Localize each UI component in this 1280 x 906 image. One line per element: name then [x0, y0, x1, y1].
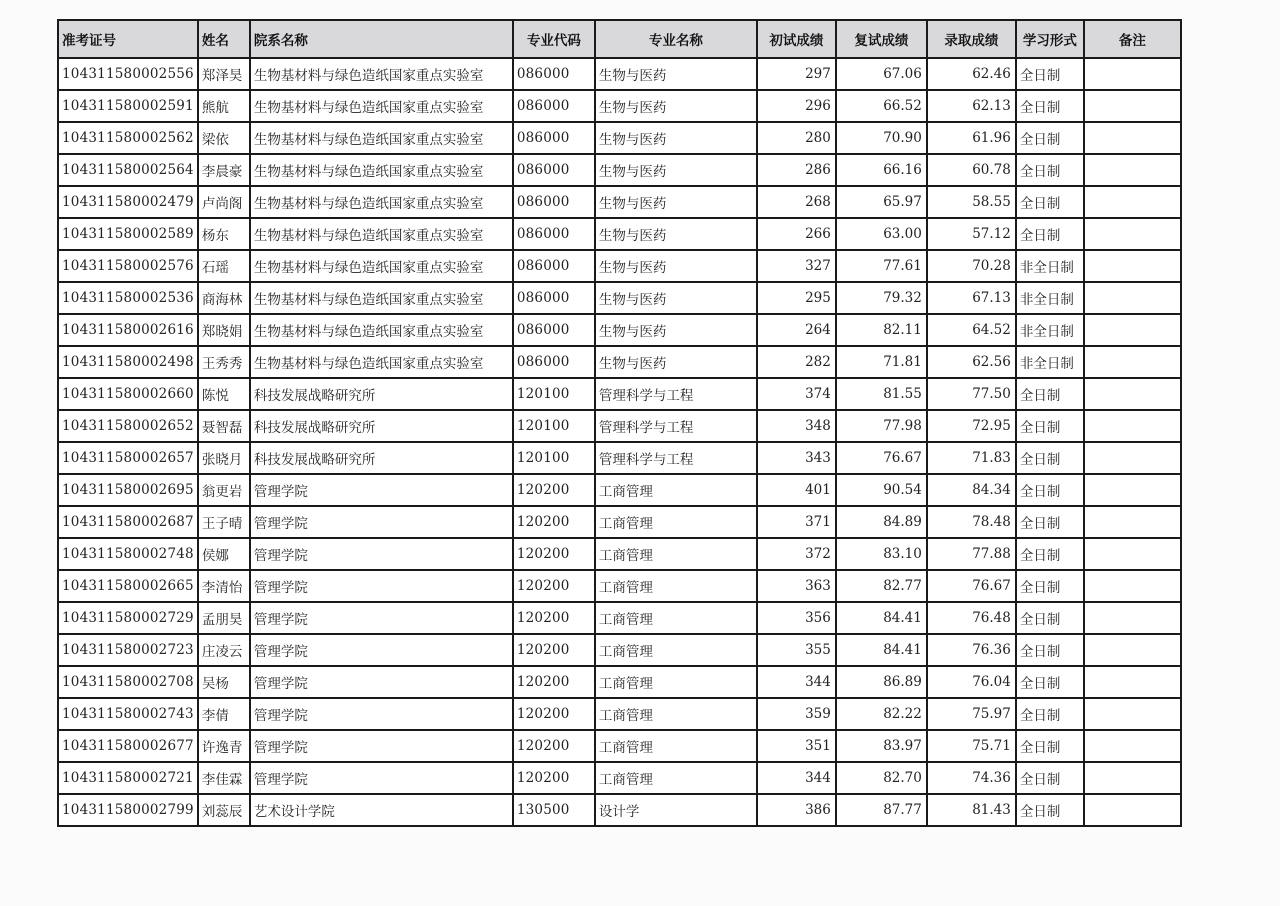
- cell-initial-score: 297: [757, 58, 836, 90]
- header-major-code: 专业代码: [513, 20, 595, 58]
- cell-note: [1084, 794, 1181, 826]
- cell-exam-id: 104311580002652: [58, 410, 198, 442]
- cell-initial-score: 344: [757, 666, 836, 698]
- cell-major-code: 086000: [513, 186, 595, 218]
- cell-department: 管理学院: [250, 474, 513, 506]
- table-row: [58, 666, 1181, 698]
- cell-note: [1084, 410, 1181, 442]
- cell-major-name: 工商管理: [595, 762, 757, 794]
- table-row: [58, 378, 1181, 410]
- cell-exam-id: 104311580002591: [58, 90, 198, 122]
- cell-retest-score: 83.97: [836, 730, 927, 762]
- cell-study-mode: 全日制: [1016, 602, 1084, 634]
- cell-note: [1084, 90, 1181, 122]
- cell-initial-score: 356: [757, 602, 836, 634]
- cell-name: 孟朋昊: [198, 602, 250, 634]
- cell-study-mode: 全日制: [1016, 474, 1084, 506]
- header-note: 备注: [1084, 20, 1181, 58]
- cell-major-code: 120200: [513, 538, 595, 570]
- cell-study-mode: 全日制: [1016, 762, 1084, 794]
- cell-note: [1084, 634, 1181, 666]
- table-header-row: [58, 20, 1181, 58]
- table-row: [58, 282, 1181, 314]
- cell-major-code: 120200: [513, 474, 595, 506]
- cell-study-mode: 非全日制: [1016, 346, 1084, 378]
- cell-study-mode: 非全日制: [1016, 282, 1084, 314]
- cell-retest-score: 70.90: [836, 122, 927, 154]
- cell-study-mode: 全日制: [1016, 794, 1084, 826]
- cell-exam-id: 104311580002721: [58, 762, 198, 794]
- cell-final-score: 84.34: [927, 474, 1016, 506]
- admission-list-sheet: [57, 19, 1182, 827]
- cell-major-code: 086000: [513, 90, 595, 122]
- cell-department: 科技发展战略研究所: [250, 378, 513, 410]
- cell-final-score: 62.46: [927, 58, 1016, 90]
- cell-exam-id: 104311580002556: [58, 58, 198, 90]
- table-row: [58, 218, 1181, 250]
- cell-name: 庄凌云: [198, 634, 250, 666]
- cell-exam-id: 104311580002799: [58, 794, 198, 826]
- cell-name: 郑晓娟: [198, 314, 250, 346]
- cell-retest-score: 63.00: [836, 218, 927, 250]
- cell-initial-score: 280: [757, 122, 836, 154]
- cell-initial-score: 401: [757, 474, 836, 506]
- cell-major-name: 生物与医药: [595, 58, 757, 90]
- cell-retest-score: 77.98: [836, 410, 927, 442]
- cell-major-code: 130500: [513, 794, 595, 826]
- cell-note: [1084, 506, 1181, 538]
- cell-major-code: 120100: [513, 378, 595, 410]
- table-row: [58, 442, 1181, 474]
- cell-exam-id: 104311580002743: [58, 698, 198, 730]
- cell-note: [1084, 474, 1181, 506]
- cell-department: 管理学院: [250, 666, 513, 698]
- table-row: [58, 794, 1181, 826]
- cell-major-name: 管理科学与工程: [595, 410, 757, 442]
- cell-name: 商海林: [198, 282, 250, 314]
- table-row: [58, 154, 1181, 186]
- table-row: [58, 538, 1181, 570]
- cell-major-code: 120200: [513, 730, 595, 762]
- cell-department: 艺术设计学院: [250, 794, 513, 826]
- cell-note: [1084, 346, 1181, 378]
- cell-retest-score: 65.97: [836, 186, 927, 218]
- cell-initial-score: 264: [757, 314, 836, 346]
- cell-major-code: 086000: [513, 346, 595, 378]
- table-row: [58, 410, 1181, 442]
- cell-retest-score: 84.41: [836, 602, 927, 634]
- cell-department: 管理学院: [250, 570, 513, 602]
- cell-major-name: 工商管理: [595, 666, 757, 698]
- cell-exam-id: 104311580002677: [58, 730, 198, 762]
- cell-name: 石瑶: [198, 250, 250, 282]
- cell-note: [1084, 698, 1181, 730]
- cell-major-code: 120200: [513, 602, 595, 634]
- cell-major-name: 生物与医药: [595, 186, 757, 218]
- cell-note: [1084, 218, 1181, 250]
- cell-major-name: 生物与医药: [595, 346, 757, 378]
- cell-major-name: 生物与医药: [595, 250, 757, 282]
- cell-final-score: 75.97: [927, 698, 1016, 730]
- cell-study-mode: 全日制: [1016, 218, 1084, 250]
- cell-final-score: 57.12: [927, 218, 1016, 250]
- cell-name: 吴杨: [198, 666, 250, 698]
- cell-major-code: 086000: [513, 154, 595, 186]
- cell-retest-score: 79.32: [836, 282, 927, 314]
- cell-note: [1084, 250, 1181, 282]
- cell-exam-id: 104311580002723: [58, 634, 198, 666]
- cell-exam-id: 104311580002729: [58, 602, 198, 634]
- table-row: [58, 730, 1181, 762]
- cell-initial-score: 359: [757, 698, 836, 730]
- cell-exam-id: 104311580002564: [58, 154, 198, 186]
- table-row: [58, 90, 1181, 122]
- cell-major-name: 工商管理: [595, 506, 757, 538]
- cell-study-mode: 全日制: [1016, 410, 1084, 442]
- cell-department: 管理学院: [250, 602, 513, 634]
- cell-final-score: 76.36: [927, 634, 1016, 666]
- cell-name: 李佳霖: [198, 762, 250, 794]
- cell-major-name: 工商管理: [595, 538, 757, 570]
- cell-retest-score: 66.52: [836, 90, 927, 122]
- cell-final-score: 77.88: [927, 538, 1016, 570]
- cell-name: 杨东: [198, 218, 250, 250]
- cell-major-name: 生物与医药: [595, 154, 757, 186]
- cell-initial-score: 372: [757, 538, 836, 570]
- header-retest-score: 复试成绩: [836, 20, 927, 58]
- cell-final-score: 77.50: [927, 378, 1016, 410]
- cell-name: 张晓月: [198, 442, 250, 474]
- cell-department: 科技发展战略研究所: [250, 410, 513, 442]
- cell-exam-id: 104311580002657: [58, 442, 198, 474]
- cell-retest-score: 90.54: [836, 474, 927, 506]
- cell-department: 生物基材料与绿色造纸国家重点实验室: [250, 250, 513, 282]
- cell-major-code: 120100: [513, 442, 595, 474]
- header-final-score: 录取成绩: [927, 20, 1016, 58]
- cell-retest-score: 82.11: [836, 314, 927, 346]
- cell-name: 卢尚阁: [198, 186, 250, 218]
- cell-final-score: 61.96: [927, 122, 1016, 154]
- cell-note: [1084, 58, 1181, 90]
- cell-exam-id: 104311580002479: [58, 186, 198, 218]
- cell-final-score: 58.55: [927, 186, 1016, 218]
- cell-initial-score: 286: [757, 154, 836, 186]
- cell-final-score: 70.28: [927, 250, 1016, 282]
- cell-exam-id: 104311580002665: [58, 570, 198, 602]
- cell-note: [1084, 186, 1181, 218]
- table-row: [58, 506, 1181, 538]
- table-row: [58, 314, 1181, 346]
- table-row: [58, 346, 1181, 378]
- cell-name: 侯娜: [198, 538, 250, 570]
- cell-final-score: 76.67: [927, 570, 1016, 602]
- cell-study-mode: 全日制: [1016, 634, 1084, 666]
- cell-major-name: 生物与医药: [595, 122, 757, 154]
- cell-initial-score: 348: [757, 410, 836, 442]
- cell-major-name: 生物与医药: [595, 314, 757, 346]
- cell-major-name: 工商管理: [595, 602, 757, 634]
- cell-exam-id: 104311580002576: [58, 250, 198, 282]
- cell-initial-score: 386: [757, 794, 836, 826]
- cell-department: 科技发展战略研究所: [250, 442, 513, 474]
- cell-department: 管理学院: [250, 730, 513, 762]
- cell-study-mode: 非全日制: [1016, 314, 1084, 346]
- cell-retest-score: 82.70: [836, 762, 927, 794]
- cell-name: 陈悦: [198, 378, 250, 410]
- cell-name: 李清怡: [198, 570, 250, 602]
- cell-retest-score: 81.55: [836, 378, 927, 410]
- cell-note: [1084, 602, 1181, 634]
- table-row: [58, 602, 1181, 634]
- header-exam-id: 准考证号: [58, 20, 198, 58]
- cell-major-code: 120200: [513, 666, 595, 698]
- table-row: [58, 186, 1181, 218]
- header-major-name: 专业名称: [595, 20, 757, 58]
- cell-note: [1084, 154, 1181, 186]
- cell-exam-id: 104311580002498: [58, 346, 198, 378]
- cell-major-name: 管理科学与工程: [595, 378, 757, 410]
- table-row: [58, 122, 1181, 154]
- cell-final-score: 64.52: [927, 314, 1016, 346]
- cell-department: 生物基材料与绿色造纸国家重点实验室: [250, 218, 513, 250]
- cell-retest-score: 82.22: [836, 698, 927, 730]
- cell-department: 管理学院: [250, 698, 513, 730]
- cell-note: [1084, 538, 1181, 570]
- cell-department: 生物基材料与绿色造纸国家重点实验室: [250, 346, 513, 378]
- table-row: [58, 762, 1181, 794]
- cell-exam-id: 104311580002695: [58, 474, 198, 506]
- cell-study-mode: 全日制: [1016, 698, 1084, 730]
- cell-major-code: 120200: [513, 634, 595, 666]
- cell-name: 刘蕊辰: [198, 794, 250, 826]
- cell-retest-score: 76.67: [836, 442, 927, 474]
- cell-study-mode: 全日制: [1016, 730, 1084, 762]
- cell-department: 生物基材料与绿色造纸国家重点实验室: [250, 186, 513, 218]
- cell-exam-id: 104311580002708: [58, 666, 198, 698]
- cell-final-score: 75.71: [927, 730, 1016, 762]
- cell-study-mode: 全日制: [1016, 570, 1084, 602]
- cell-study-mode: 非全日制: [1016, 250, 1084, 282]
- table-row: [58, 570, 1181, 602]
- cell-major-name: 工商管理: [595, 570, 757, 602]
- cell-major-code: 086000: [513, 122, 595, 154]
- cell-major-code: 120100: [513, 410, 595, 442]
- cell-note: [1084, 282, 1181, 314]
- cell-name: 聂智磊: [198, 410, 250, 442]
- cell-retest-score: 84.89: [836, 506, 927, 538]
- header-initial-score: 初试成绩: [757, 20, 836, 58]
- cell-final-score: 81.43: [927, 794, 1016, 826]
- cell-note: [1084, 666, 1181, 698]
- cell-note: [1084, 762, 1181, 794]
- cell-initial-score: 295: [757, 282, 836, 314]
- cell-department: 生物基材料与绿色造纸国家重点实验室: [250, 154, 513, 186]
- cell-exam-id: 104311580002660: [58, 378, 198, 410]
- cell-note: [1084, 378, 1181, 410]
- cell-retest-score: 83.10: [836, 538, 927, 570]
- cell-name: 郑泽昊: [198, 58, 250, 90]
- header-name: 姓名: [198, 20, 250, 58]
- cell-major-code: 120200: [513, 570, 595, 602]
- cell-exam-id: 104311580002536: [58, 282, 198, 314]
- cell-major-name: 生物与医药: [595, 218, 757, 250]
- cell-initial-score: 268: [757, 186, 836, 218]
- cell-final-score: 71.83: [927, 442, 1016, 474]
- cell-initial-score: 355: [757, 634, 836, 666]
- cell-note: [1084, 730, 1181, 762]
- cell-department: 管理学院: [250, 506, 513, 538]
- table-row: [58, 634, 1181, 666]
- cell-department: 管理学院: [250, 538, 513, 570]
- cell-final-score: 62.13: [927, 90, 1016, 122]
- cell-study-mode: 全日制: [1016, 186, 1084, 218]
- cell-major-name: 工商管理: [595, 698, 757, 730]
- cell-exam-id: 104311580002748: [58, 538, 198, 570]
- cell-final-score: 67.13: [927, 282, 1016, 314]
- cell-study-mode: 全日制: [1016, 154, 1084, 186]
- header-study-mode: 学习形式: [1016, 20, 1084, 58]
- cell-department: 生物基材料与绿色造纸国家重点实验室: [250, 122, 513, 154]
- cell-initial-score: 344: [757, 762, 836, 794]
- cell-major-code: 086000: [513, 218, 595, 250]
- table-row: [58, 698, 1181, 730]
- cell-study-mode: 全日制: [1016, 666, 1084, 698]
- cell-name: 李倩: [198, 698, 250, 730]
- cell-major-name: 工商管理: [595, 634, 757, 666]
- admission-table: [57, 19, 1182, 827]
- cell-initial-score: 374: [757, 378, 836, 410]
- cell-name: 翁更岩: [198, 474, 250, 506]
- cell-note: [1084, 122, 1181, 154]
- cell-retest-score: 77.61: [836, 250, 927, 282]
- cell-initial-score: 343: [757, 442, 836, 474]
- cell-retest-score: 87.77: [836, 794, 927, 826]
- cell-name: 梁依: [198, 122, 250, 154]
- cell-major-name: 工商管理: [595, 730, 757, 762]
- cell-name: 王秀秀: [198, 346, 250, 378]
- cell-study-mode: 全日制: [1016, 442, 1084, 474]
- cell-retest-score: 84.41: [836, 634, 927, 666]
- cell-initial-score: 282: [757, 346, 836, 378]
- cell-study-mode: 全日制: [1016, 58, 1084, 90]
- table-body: [58, 58, 1181, 826]
- cell-name: 许逸青: [198, 730, 250, 762]
- cell-study-mode: 全日制: [1016, 378, 1084, 410]
- cell-study-mode: 全日制: [1016, 538, 1084, 570]
- cell-retest-score: 86.89: [836, 666, 927, 698]
- cell-note: [1084, 314, 1181, 346]
- cell-major-code: 120200: [513, 698, 595, 730]
- cell-exam-id: 104311580002687: [58, 506, 198, 538]
- cell-retest-score: 82.77: [836, 570, 927, 602]
- cell-major-code: 086000: [513, 58, 595, 90]
- cell-study-mode: 全日制: [1016, 122, 1084, 154]
- cell-major-code: 086000: [513, 282, 595, 314]
- cell-retest-score: 71.81: [836, 346, 927, 378]
- cell-major-name: 工商管理: [595, 474, 757, 506]
- table-row: [58, 58, 1181, 90]
- cell-department: 生物基材料与绿色造纸国家重点实验室: [250, 314, 513, 346]
- cell-final-score: 78.48: [927, 506, 1016, 538]
- cell-study-mode: 全日制: [1016, 90, 1084, 122]
- cell-final-score: 76.04: [927, 666, 1016, 698]
- cell-major-code: 120200: [513, 506, 595, 538]
- cell-major-code: 086000: [513, 250, 595, 282]
- cell-department: 管理学院: [250, 762, 513, 794]
- cell-final-score: 76.48: [927, 602, 1016, 634]
- cell-major-code: 120200: [513, 762, 595, 794]
- cell-department: 管理学院: [250, 634, 513, 666]
- cell-major-name: 生物与医药: [595, 282, 757, 314]
- cell-major-name: 管理科学与工程: [595, 442, 757, 474]
- cell-initial-score: 296: [757, 90, 836, 122]
- cell-department: 生物基材料与绿色造纸国家重点实验室: [250, 90, 513, 122]
- cell-initial-score: 266: [757, 218, 836, 250]
- cell-major-name: 生物与医药: [595, 90, 757, 122]
- cell-final-score: 62.56: [927, 346, 1016, 378]
- cell-initial-score: 327: [757, 250, 836, 282]
- cell-major-name: 设计学: [595, 794, 757, 826]
- cell-final-score: 72.95: [927, 410, 1016, 442]
- cell-major-code: 086000: [513, 314, 595, 346]
- cell-exam-id: 104311580002589: [58, 218, 198, 250]
- cell-name: 熊航: [198, 90, 250, 122]
- cell-note: [1084, 442, 1181, 474]
- cell-initial-score: 351: [757, 730, 836, 762]
- cell-exam-id: 104311580002616: [58, 314, 198, 346]
- cell-study-mode: 全日制: [1016, 506, 1084, 538]
- cell-department: 生物基材料与绿色造纸国家重点实验室: [250, 58, 513, 90]
- cell-department: 生物基材料与绿色造纸国家重点实验室: [250, 282, 513, 314]
- cell-final-score: 74.36: [927, 762, 1016, 794]
- cell-name: 李晨豪: [198, 154, 250, 186]
- table-row: [58, 474, 1181, 506]
- cell-initial-score: 371: [757, 506, 836, 538]
- cell-exam-id: 104311580002562: [58, 122, 198, 154]
- cell-retest-score: 66.16: [836, 154, 927, 186]
- cell-final-score: 60.78: [927, 154, 1016, 186]
- table-row: [58, 250, 1181, 282]
- header-department: 院系名称: [250, 20, 513, 58]
- cell-name: 王子晴: [198, 506, 250, 538]
- cell-retest-score: 67.06: [836, 58, 927, 90]
- cell-note: [1084, 570, 1181, 602]
- cell-initial-score: 363: [757, 570, 836, 602]
